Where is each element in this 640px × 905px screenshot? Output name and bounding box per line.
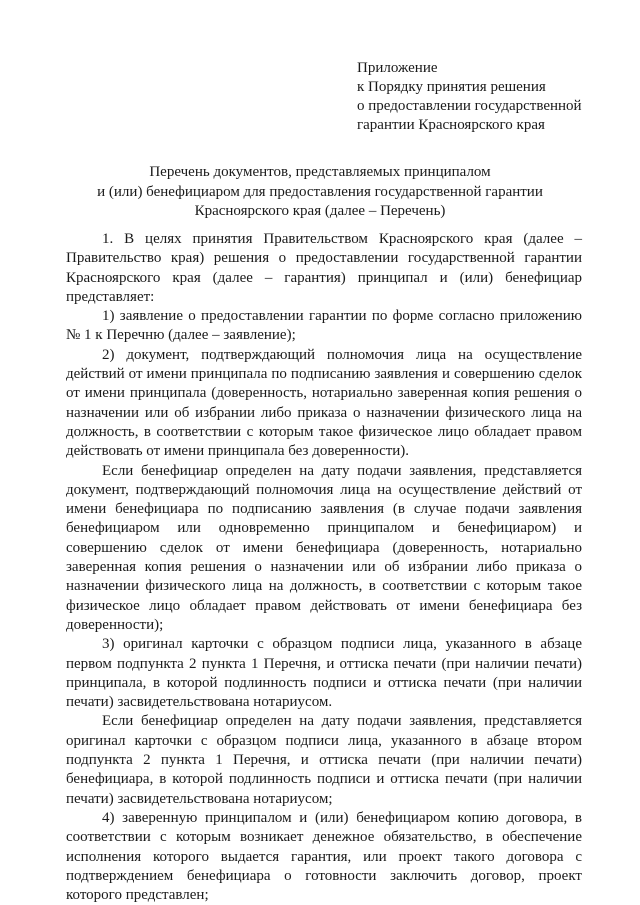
title-line: Красноярского края (далее – Перечень)	[194, 203, 446, 219]
paragraph-subitem-3: 3) оригинал карточки с образцом подписи лица, указанного в абзаце первом подпункта 2 пункта 1 Перечня, и оттиска печати (при наличии печати) принципала, в которой подлинность подписи и оттиска печати (при наличии печати) засвидетельствована нотариусом.	[66, 636, 582, 711]
title-line: Перечень документов, представляемых принципалом	[149, 164, 491, 180]
appendix-line: о предоставлении государственной	[357, 98, 582, 114]
paragraph-subitem-1: 1) заявление о предоставлении гарантии по форме согласно приложению № 1 к Перечню (далее – заявление);	[66, 308, 582, 344]
paragraph-item-1: 1. В целях принятия Правительством Красноярского края (далее – Правительство края) решения о предоставлении государственной гарантии Красноярского края (далее – гарантия) принципал и (или) бенефициар представляет:	[66, 231, 582, 305]
paragraph-beneficiary-2: Если бенефициар определен на дату подачи заявления, представляется документ, подтверждающий полномочия лица на осуществление действий от имени бенефициара по подписанию заявления (в случае подачи заявления бенефициаром или одновременно принципалом и бенефициаром) и совершению сделок от имени бенефициара (доверенность, нотариально заверенная копия решения о назначении или об избрании либо приказа о назначении физического лица на должность, в соответствии с которым такое физическое лицо обладает правом действовать от имени бенефициара без доверенности);	[66, 462, 582, 633]
document-title	[60, 163, 580, 222]
appendix-line: Приложение	[357, 60, 438, 76]
appendix-line: гарантии Красноярского края	[357, 117, 545, 133]
appendix-line: к Порядку принятия решения	[357, 79, 546, 95]
document-body	[66, 230, 582, 905]
title-line: и (или) бенефициаром для предоставления государственной гарантии	[97, 183, 543, 200]
appendix-header	[357, 59, 582, 135]
paragraph-beneficiary-3: Если бенефициар определен на дату подачи заявления, представляется оригинал карточки с образцом подписи лица, указанного в абзаце втором подпункта 2 пункта 1 Перечня, и оттиска печати (при наличии печати) бенефициара, в которой подлинность подписи и оттиска печати (при наличии печати) засвидетельствована нотариусом;	[66, 713, 582, 807]
paragraph-subitem-4: 4) заверенную принципалом и (или) бенефициаром копию договора, в соответствии с которым возникает денежное обязательство, в обеспечение исполнения которого выдается гарантия, или проект такого договора с подтверждением бенефициара о готовности заключить договор, проект которого представлен;	[66, 809, 582, 904]
paragraph-subitem-2: 2) документ, подтверждающий полномочия лица на осуществление действий от имени принципала по подписанию заявления и совершению сделок от имени принципала (доверенность, нотариально заверенная копия решения о назначении или об избрании либо приказа о назначении физического лица на должность, в соответствии с которым такое физическое лицо обладает правом действовать от имени принципала без доверенности).	[66, 346, 582, 460]
